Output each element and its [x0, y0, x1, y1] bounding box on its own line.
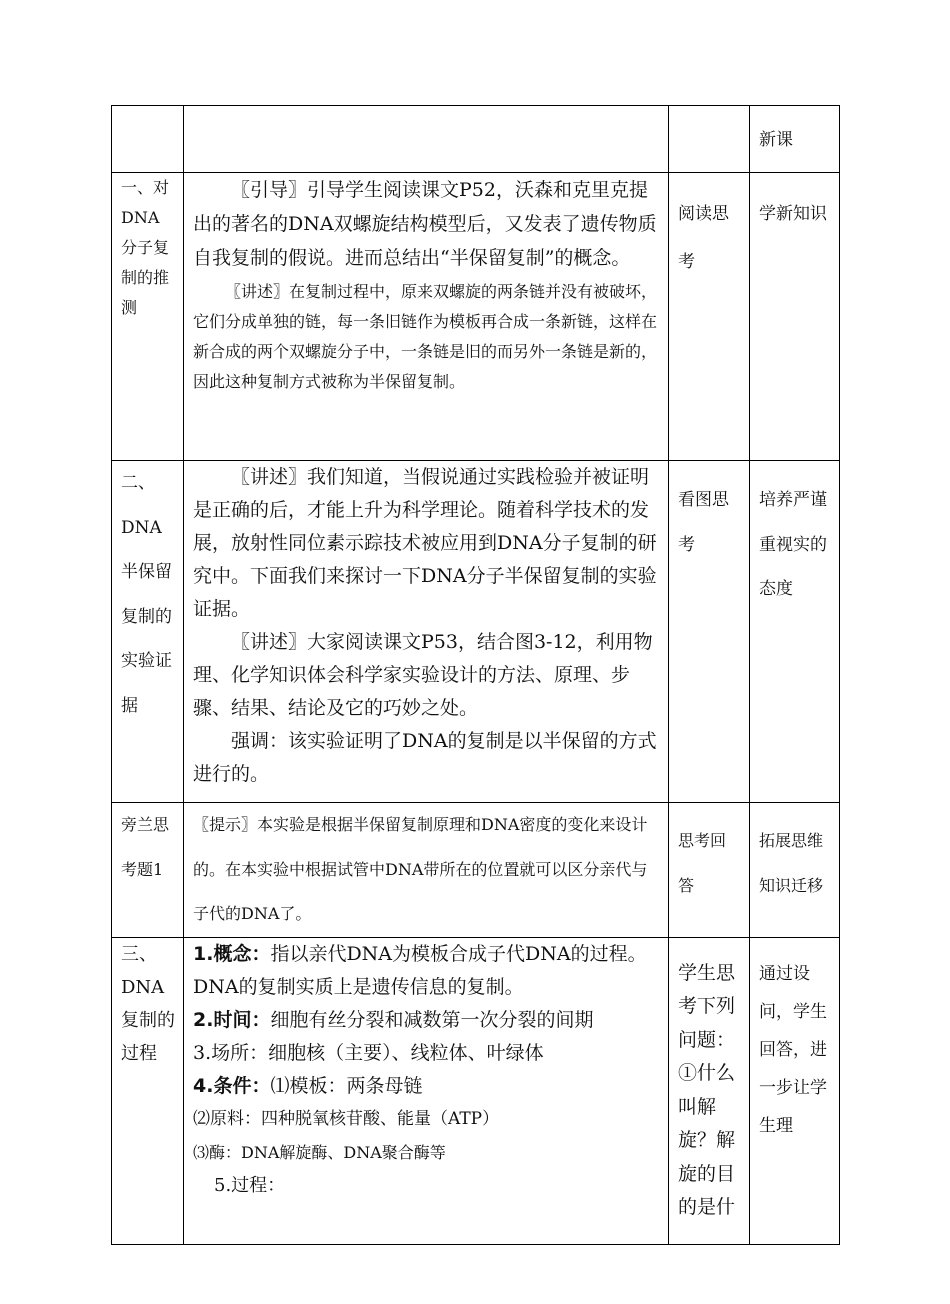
student-activity-cell [669, 173, 750, 461]
enzyme-item: ⑶酶：DNA解旋酶、DNA聚合酶等 [193, 1142, 446, 1162]
concept-item: 1.概念：指以亲代DNA为模板合成子代DNA的过程。DNA的复制实质上是遗传信息的复制。 [193, 942, 647, 998]
section-cell [112, 461, 184, 803]
goal-text: 通过设问，学生回答，进一步让学生理 [759, 963, 827, 1136]
goal-cell [750, 937, 840, 1244]
content-paragraph: 〖引导〗引导学生阅读课文P52，沃森和克里克提出的著名的DNA双螺旋结构模型后，又发表了遗传物质自我复制的假说。进而总结出“半保留复制”的概念。 [193, 179, 657, 269]
content-cell [184, 803, 669, 938]
table-row [112, 937, 840, 1244]
section-cell [112, 937, 184, 1244]
student-activity-cell [669, 106, 750, 173]
student-activity-cell [669, 937, 750, 1244]
table-row [112, 173, 840, 461]
lesson-plan-table [111, 105, 840, 1245]
goal-text: 新课 [759, 130, 793, 150]
student-activity-text: 学生思考下列问题：①什么叫解旋？解旋的目的是什 [678, 961, 736, 1218]
section-cell [112, 803, 184, 938]
section-title: 二、DNA半保留复制的实验证据 [121, 473, 172, 716]
goal-text: 学新知识 [759, 204, 827, 224]
table-row [112, 461, 840, 803]
student-activity-text: 思考回答 [678, 831, 727, 895]
process-item: 5.过程： [214, 1174, 286, 1196]
goal-text: 培养严谨重视实的态度 [759, 490, 827, 599]
section-title: 旁兰思考题1 [121, 815, 170, 879]
time-item: 2.时间：细胞有丝分裂和减数第一次分裂的间期 [193, 1008, 594, 1031]
student-activity-cell [669, 461, 750, 803]
content-paragraph: 〖讲述〗大家阅读课文P53，结合图3-12，利用物理、化学知识体会科学家实验设计的方法、原理、步骤、结果、结论及它的巧妙之处。 [193, 631, 653, 719]
section-title: 三、DNA复制的过程 [121, 943, 175, 1064]
content-paragraph: 〖提示〗本实验是根据半保留复制原理和DNA密度的变化来设计的。在本实验中根据试管中DNA带所在的位置就可以区分亲代与子代的DNA了。 [193, 815, 648, 923]
table-row [112, 803, 840, 938]
goal-cell [750, 173, 840, 461]
content-cell [184, 937, 669, 1244]
content-paragraph: 〖讲述〗在复制过程中，原来双螺旋的两条链并没有被破坏，它们分成单独的链，每一条旧链作为模板再合成一条新链，这样在新合成的两个双螺旋分子中，一条链是旧的而另外一条链是新的，因此这种复制方式被称为半保留复制。 [193, 282, 658, 391]
student-activity-text: 阅读思考 [678, 204, 729, 272]
goal-cell [750, 461, 840, 803]
material-item: ⑵原料：四种脱氧核苷酸、能量（ATP） [193, 1108, 500, 1129]
student-activity-cell [669, 803, 750, 938]
section-title: 一、对DNA分子复制的推测 [121, 178, 170, 317]
place-item: 3.场所：细胞核（主要）、线粒体、叶绿体 [193, 1041, 544, 1064]
content-cell [184, 106, 669, 173]
content-cell [184, 173, 669, 461]
content-paragraph: 强调：该实验证明了DNA的复制是以半保留的方式进行的。 [193, 730, 657, 785]
goal-text: 拓展思维知识迁移 [759, 831, 824, 895]
table-row [112, 106, 840, 173]
section-cell [112, 106, 184, 173]
goal-cell [750, 803, 840, 938]
condition-item: 4.条件：⑴模板：两条母链 [193, 1074, 423, 1097]
goal-cell [750, 106, 840, 173]
section-cell [112, 173, 184, 461]
student-activity-text: 看图思考 [678, 490, 729, 555]
content-paragraph: 〖讲述〗我们知道，当假说通过实践检验并被证明是正确的后，才能上升为科学理论。随着科学技术的发展，放射性同位素示踪技术被应用到DNA分子复制的研究中。下面我们来探讨一下DNA分子半保留复制的实验证据。 [193, 466, 657, 620]
content-cell [184, 461, 669, 803]
